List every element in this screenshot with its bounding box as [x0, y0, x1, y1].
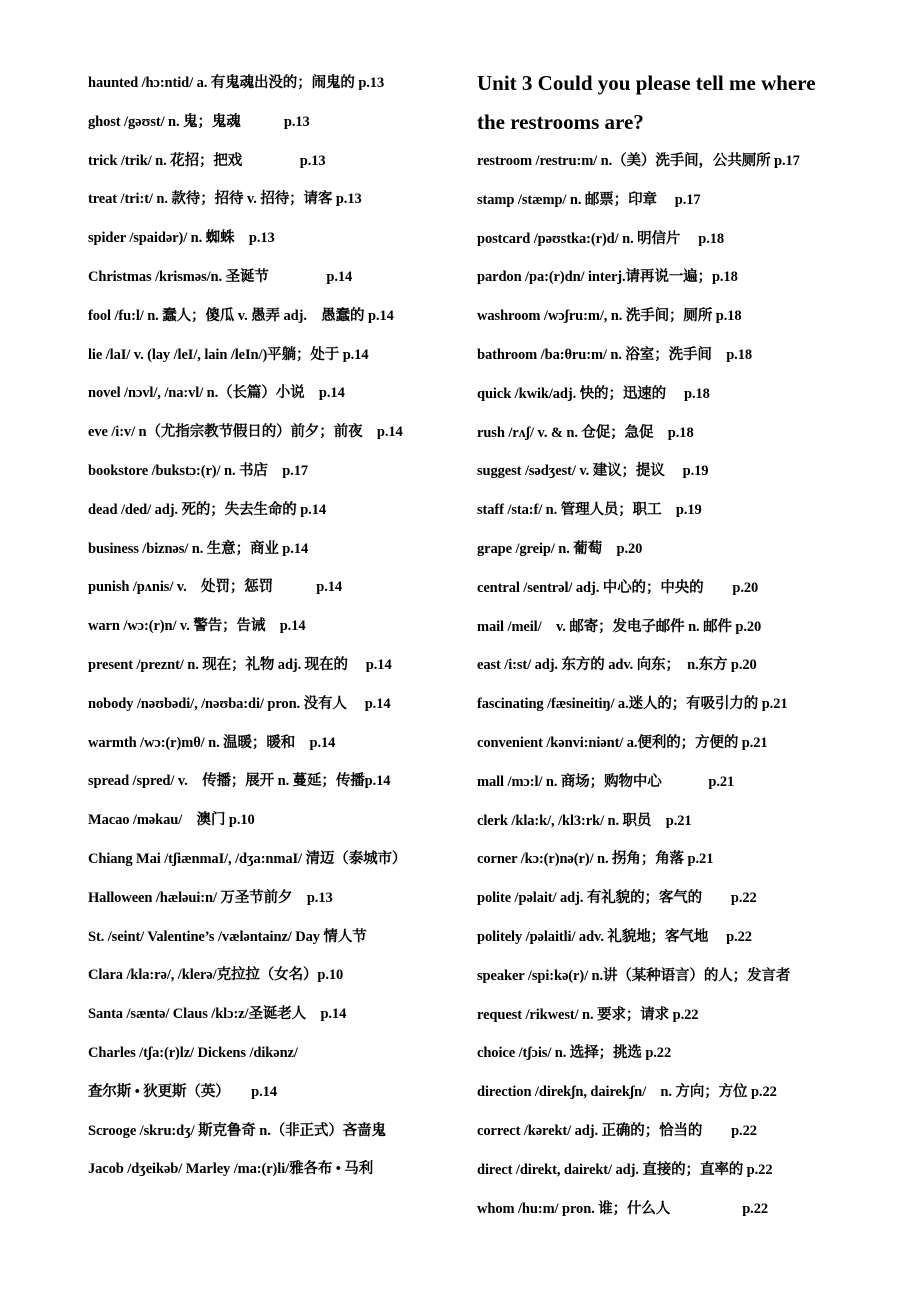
vocab-entry: bookstore /bukstɔ:(r)/ n. 书店 p.17: [88, 462, 308, 479]
vocab-entry: punish /pʌnis/ v. 处罚；惩罚 p.14: [88, 579, 343, 596]
vocab-entry: east /i:st/ adj. 东方的 adv. 向东； n.东方 p.20: [477, 657, 757, 674]
vocab-entry: pardon /pa:(r)dn/ interj.请再说一遍；p.18: [477, 269, 738, 286]
vocab-entry: spread /spred/ v. 传播；展开 n. 蔓延；传播p.14: [88, 773, 391, 790]
vocab-entry: stamp /stæmp/ n. 邮票；印章 p.17: [477, 191, 701, 208]
vocab-entry: fascinating /fæsineitiŋ/ a.迷人的；有吸引力的 p.21: [477, 696, 788, 713]
vocab-entry: request /rikwest/ n. 要求；请求 p.22: [477, 1006, 699, 1023]
vocab-entry: novel /nɔvl/, /na:vl/ n.（长篇）小说 p.14: [88, 385, 345, 402]
vocab-entry: haunted /hɔ:ntid/ a. 有鬼魂出没的；闹鬼的 p.13: [88, 75, 385, 91]
vocab-entry: Macao /məkau/ 澳门 p.10: [88, 812, 255, 829]
vocab-entry: spider /spaidər)/ n. 蜘蛛 p.13: [88, 230, 275, 247]
vocab-entry: corner /kɔ:(r)nə(r)/ n. 拐角；角落 p.21: [477, 851, 714, 868]
vocab-entry: warn /wɔ:(r)n/ v. 警告；告诫 p.14: [88, 618, 306, 635]
vocab-entry: business /biznəs/ n. 生意；商业 p.14: [88, 540, 309, 557]
vocab-entry: Christmas /krisməs/n. 圣诞节 p.14: [88, 268, 353, 285]
vocab-entry: eve /i:v/ n（尤指宗教节假日的）前夕；前夜 p.14: [88, 424, 403, 441]
vocab-entry: warmth /wɔ:(r)mθ/ n. 温暖；暖和 p.14: [88, 734, 336, 751]
vocab-entry: present /preznt/ n. 现在；礼物 adj. 现在的 p.14: [88, 656, 392, 673]
vocab-entry: central /sentrəl/ adj. 中心的；中央的 p.20: [477, 579, 759, 596]
right-column: [477, 64, 847, 1228]
vocab-entry: bathroom /ba:θru:m/ n. 浴室；洗手间 p.18: [477, 346, 752, 363]
vocab-entry: 查尔斯 • 狄更斯（英） p.14: [88, 1083, 277, 1100]
vocab-entry: direct /direkt, dairekt/ adj. 直接的；直率的 p.22: [477, 1161, 773, 1178]
vocab-entry: grape /greip/ n. 葡萄 p.20: [477, 540, 643, 557]
vocab-entry: St. /seint/ Valentine’s /væləntainz/ Day 情人节: [88, 928, 367, 945]
left-column: [88, 64, 458, 1189]
vocab-entry: suggest /sədʒest/ v. 建议；提议 p.19: [477, 463, 709, 480]
vocab-entry: Halloween /hæləui:n/ 万圣节前夕 p.13: [88, 889, 333, 906]
vocab-entry: postcard /pəʊstka:(r)d/ n. 明信片 p.18: [477, 230, 725, 247]
vocab-entry: correct /kərekt/ adj. 正确的；恰当的 p.22: [477, 1122, 757, 1139]
vocab-entry: mall /mɔ:l/ n. 商场；购物中心 p.21: [477, 773, 735, 790]
vocab-entry: mail /meil/ v. 邮寄；发电子邮件 n. 邮件 p.20: [477, 618, 762, 635]
vocab-entry: nobody /nəʊbədi/, /nəʊba:di/ pron. 没有人 p.14: [88, 695, 391, 712]
vocab-entry: dead /ded/ adj. 死的；失去生命的 p.14: [88, 501, 326, 518]
vocab-entry: Chiang Mai /tʃiænmaI/, /dʒa:nmaI/ 清迈（泰城市）: [88, 850, 407, 867]
vocab-entry: choice /tʃɔis/ n. 选择；挑选 p.22: [477, 1045, 672, 1062]
vocab-entry: convenient /kənvi:niənt/ a.便利的；方便的 p.21: [477, 734, 768, 751]
right-entries-list: [477, 142, 847, 1228]
vocab-entry: lie /laI/ v. (lay /leI/, lain /leIn/)平躺；处于 p.14: [88, 346, 369, 363]
vocab-entry: speaker /spi:kə(r)/ n.讲（某种语言）的人；发言者: [477, 967, 791, 984]
vocab-entry: rush /rʌʃ/ v. & n. 仓促；急促 p.18: [477, 424, 694, 441]
vocab-entry: treat /tri:t/ n. 款待；招待 v. 招待；请客 p.13: [88, 191, 362, 208]
vocab-entry: clerk /kla:k/, /kl3:rk/ n. 职员 p.21: [477, 812, 692, 829]
vocab-entry: washroom /wɔʃru:m/, n. 洗手间；厕所 p.18: [477, 308, 742, 325]
vocab-entry: politely /pəlaitli/ adv. 礼貌地；客气地 p.22: [477, 928, 752, 945]
vocab-entry: staff /sta:f/ n. 管理人员；职工 p.19: [477, 502, 702, 519]
vocab-entry: Jacob /dʒeikəb/ Marley /ma:(r)li/雅各布 • 马利: [88, 1161, 374, 1178]
vocab-entry: fool /fu:l/ n. 蠢人；傻瓜 v. 愚弄 adj. 愚蠢的 p.14: [88, 307, 394, 324]
unit-title: Unit 3 Could you please tell me where the restrooms are?: [477, 71, 816, 134]
vocab-entry: quick /kwik/adj. 快的；迅速的 p.18: [477, 385, 710, 402]
vocab-entry: ghost /gəʊst/ n. 鬼；鬼魂 p.13: [88, 113, 310, 130]
vocab-entry: whom /hu:m/ pron. 谁；什么人 p.22: [477, 1200, 768, 1217]
vocab-entry: trick /trik/ n. 花招；把戏 p.13: [88, 152, 326, 169]
vocab-entry: Charles /tʃa:(r)lz/ Dickens /dikənz/: [88, 1044, 298, 1061]
vocab-entry: direction /direkʃn, dairekʃn/ n. 方向；方位 p.22: [477, 1084, 777, 1101]
vocab-entry: restroom /restru:m/ n.（美）洗手间，公共厕所 p.17: [477, 153, 800, 169]
vocab-entry: Clara /kla:rə/, /klerə/克拉拉（女名）p.10: [88, 967, 344, 984]
vocab-entry: Scrooge /skru:dʒ/ 斯克鲁奇 n.（非正式）吝啬鬼: [88, 1122, 386, 1139]
vocab-entry: Santa /sæntə/ Claus /klɔ:z/圣诞老人 p.14: [88, 1006, 347, 1023]
vocab-entry: polite /pəlait/ adj. 有礼貌的；客气的 p.22: [477, 890, 757, 907]
